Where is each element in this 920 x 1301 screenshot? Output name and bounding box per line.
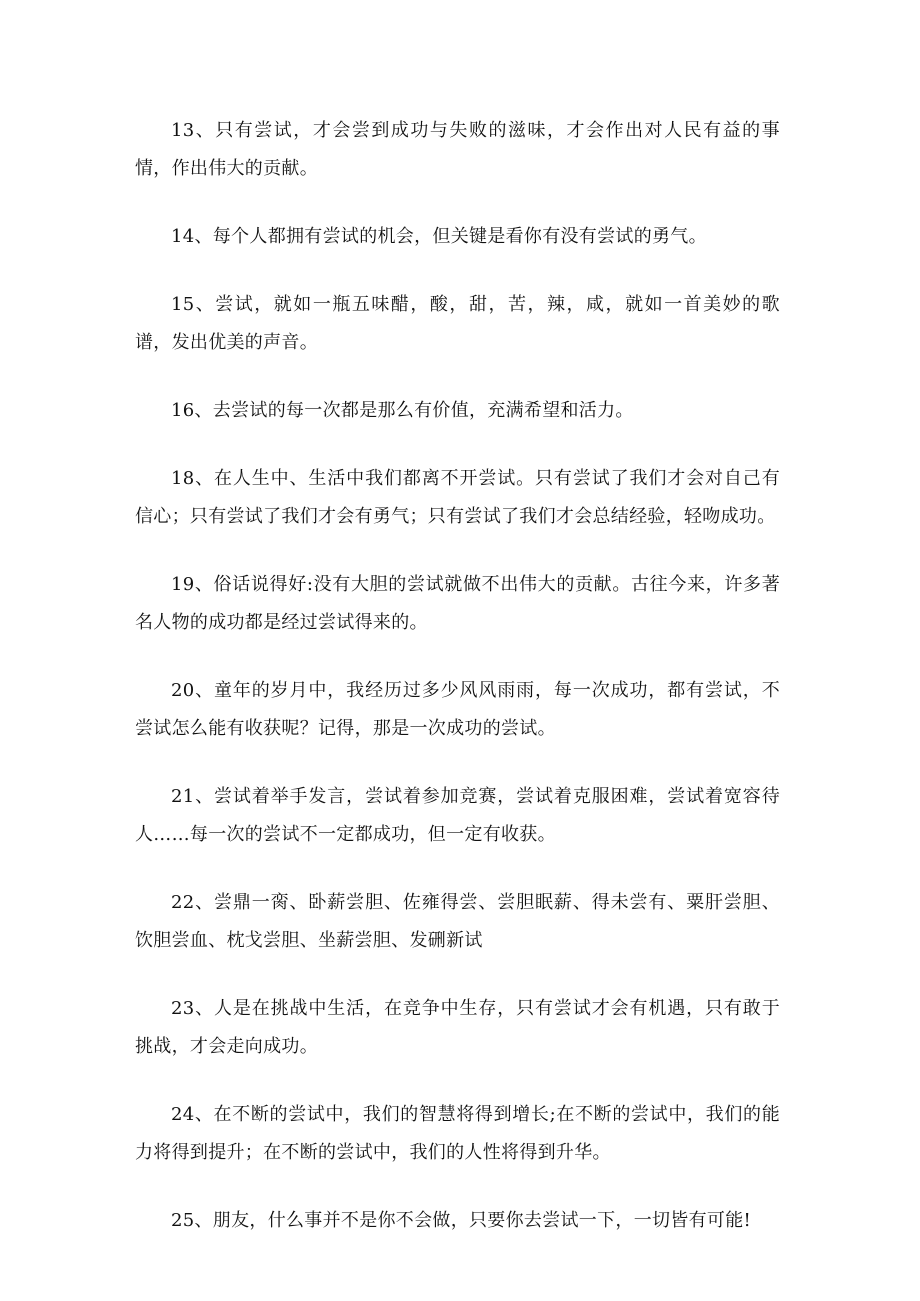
document-body [135,112,780,1270]
paragraph-24: 24、在不断的尝试中，我们的智慧将得到增长;在不断的尝试中，我们的能力将得到提升；在不断的尝试中，我们的人性将得到升华。 [135,1104,780,1163]
paragraph-25: 25、朋友，什么事并不是你不会做，只要你去尝试一下，一切皆有可能! [171,1210,752,1231]
paragraph-19: 19、俗话说得好:没有大胆的尝试就做不出伟大的贡献。古往今来，许多著名人物的成功都是经过尝试得来的。 [135,574,780,633]
paragraph-16: 16、去尝试的每一次都是那么有价值，充满希望和活力。 [171,400,634,421]
paragraph-18: 18、在人生中、生活中我们都离不开尝试。只有尝试了我们才会对自己有信心；只有尝试了我们才会有勇气；只有尝试了我们才会总结经验，轻吻成功。 [135,468,780,527]
paragraph-14: 14、每个人都拥有尝试的机会，但关键是看你有没有尝试的勇气。 [171,226,707,247]
paragraph-22: 22、尝鼎一脔、卧薪尝胆、佐雍得尝、尝胆眠薪、得未尝有、粟肝尝胆、饮胆尝血、枕戈尝胆、坐薪尝胆、发硎新试 [135,892,780,951]
paragraph-21: 21、尝试着举手发言，尝试着参加竞赛，尝试着克服困难，尝试着宽容待人……每一次的尝试不一定都成功，但一定有收获。 [135,786,780,845]
paragraph-15: 15、尝试，就如一瓶五味醋，酸，甜，苦，辣，咸，就如一首美妙的歌谱，发出优美的声音。 [135,294,780,353]
paragraph-20: 20、童年的岁月中，我经历过多少风风雨雨，每一次成功，都有尝试，不尝试怎么能有收获呢？记得，那是一次成功的尝试。 [135,680,780,739]
paragraph-23: 23、人是在挑战中生活，在竞争中生存，只有尝试才会有机遇，只有敢于挑战，才会走向成功。 [135,998,780,1057]
paragraph-13: 13、只有尝试，才会尝到成功与失败的滋味，才会作出对人民有益的事情，作出伟大的贡献。 [135,120,780,179]
